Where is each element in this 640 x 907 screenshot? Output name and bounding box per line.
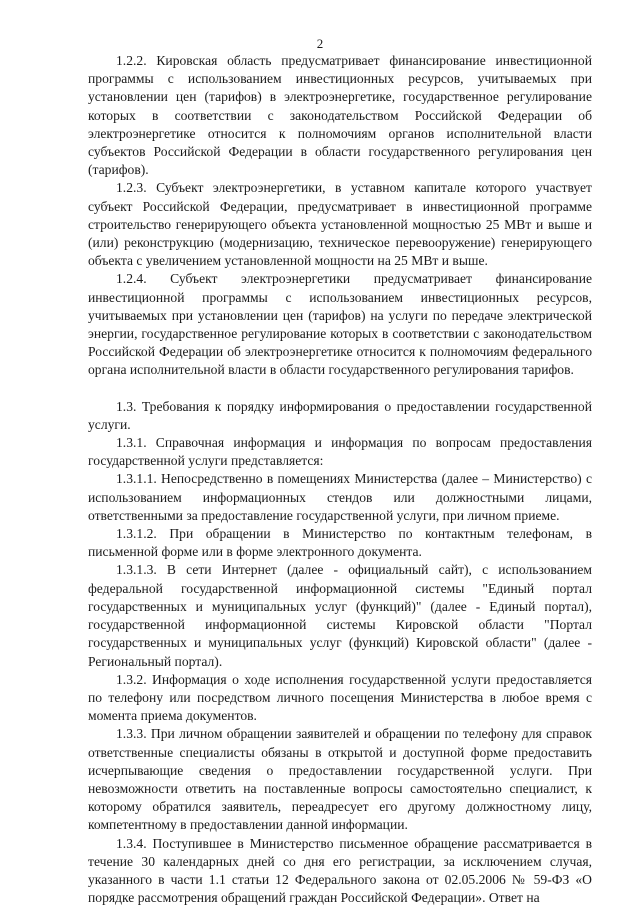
- paragraph-1-3-1-3: 1.3.1.3. В сети Интернет (далее - официальный сайт), с использованием федеральной государственной информационной системы "Единый портал государственных и муниципальных услуг (функций)" (далее - Единый портал), государственной информационной системы Кировской области "Портал государственных и муниципальных услуг (функций) Кировской области" (далее - Региональный портал).: [88, 562, 592, 669]
- paragraph-1-3-2: 1.3.2. Информация о ходе исполнения государственной услуги предоставляется по телефону или посредством личного посещения Министерства в любое время с момента приема документов.: [88, 671, 592, 724]
- section-heading-1-3: 1.3. Требования к порядку информирования о предоставлении государственной услуги.: [88, 398, 592, 432]
- paragraph-1-3-1: 1.3.1. Справочная информация и информация по вопросам предоставления государственной услуги представляется:: [88, 435, 592, 469]
- paragraph-1-3-4: 1.3.4. Поступившее в Министерство письменное обращение рассматривается в течение 30 календарных дней со дня его регистрации, за исключением случая, указанного в части 1.1 статьи 12 Федерального закона от 02.05.2006 № 59-ФЗ «О порядке рассмотрения обращений граждан Российской Федерации». Ответ на: [88, 835, 592, 906]
- paragraph-1-3-1-1: 1.3.1.1. Непосредственно в помещениях Министерства (далее – Министерство) с использованием информационных стендов или должностными лицами, ответственными за предоставление государственной услуги, при личном приеме.: [88, 471, 592, 523]
- paragraph-1-3-1-2: 1.3.1.2. При обращении в Министерство по контактным телефонам, в письменной форме или в форме электронного документа.: [88, 526, 592, 560]
- paragraph-1-3-3: 1.3.3. При личном обращении заявителей и обращении по телефону для справок ответственные специалисты обязаны в открытой и доступной форме предоставить исчерпывающие сведения о предоставлении государственной услуги. При невозможности ответить на поставленные вопросы самостоятельно специалист, к которому обратился заявитель, переадресует его другому должностному лицу, компетентному в предоставлении данной информации.: [88, 726, 592, 833]
- paragraph-1-2-3: 1.2.3. Субъект электроэнергетики, в уставном капитале которого участвует субъект Российской Федерации, предусматривает в инвестиционной программе строительство генерирующего объекта установленной мощностью 25 МВт и выше и (или) реконструкцию (модернизацию, техническое перевооружение) генерирующего объекта с увеличением установленной мощности на 25 МВт и выше.: [88, 180, 592, 269]
- page-number: 2: [316, 36, 324, 51]
- paragraph-1-2-2: 1.2.2. Кировская область предусматривает финансирование инвестиционной программы с использованием инвестиционных ресурсов, учитываемых при установлении цен (тарифов) в электроэнергетике, государственное регулирование которых в соответствии с законодательством Российской Федерации об электроэнергетике относится к полномочиям органов исполнительной власти субъектов Российской Федерации в области государственного регулирования цен (тарифов).: [88, 53, 592, 178]
- paragraph-gap: [88, 380, 592, 398]
- document-body: [88, 52, 592, 907]
- paragraph-1-2-4: 1.2.4. Субъект электроэнергетики предусматривает финансирование инвестиционной программы с использованием инвестиционных ресурсов, учитываемых при установлении цен (тарифов) на услуги по передаче электрической энергии, государственное регулирование которых в соответствии с законодательством Российской Федерации об электроэнергетике относится к полномочиям федерального органа исполнительной власти в области государственного регулирования тарифов.: [88, 271, 592, 378]
